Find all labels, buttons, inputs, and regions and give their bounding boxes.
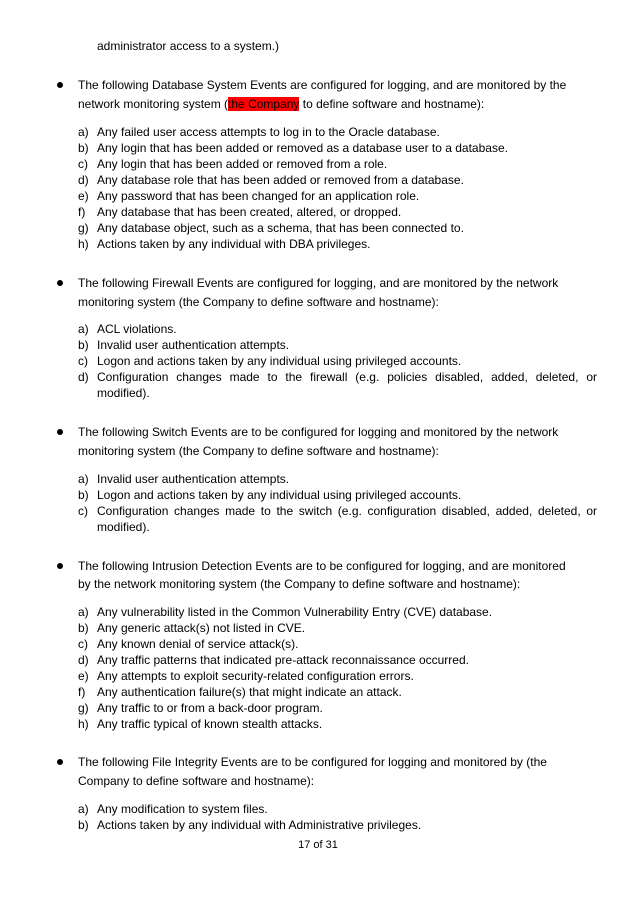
list-item: Logon and actions taken by any individual using privileged accounts. — [97, 488, 462, 502]
item-letter: b) — [78, 621, 89, 635]
item-letter: c) — [78, 504, 88, 518]
item-letter: e) — [78, 669, 89, 683]
bullet-icon — [57, 563, 63, 569]
list-item: Configuration changes made to the firewall (e.g. policies disabled, added, deleted, or — [97, 370, 597, 384]
item-letter: f) — [78, 205, 86, 219]
bullet-icon — [57, 429, 63, 435]
list-item: Any login that has been added or removed from a role. — [97, 157, 388, 171]
list-item: Any database object, such as a schema, that has been connected to. — [97, 221, 464, 235]
item-letter: b) — [78, 818, 89, 832]
list-item-continuation: modified). — [97, 386, 150, 400]
item-letter: d) — [78, 653, 89, 667]
item-letter: a) — [78, 322, 89, 336]
item-letter: a) — [78, 802, 89, 816]
item-letter: h) — [78, 237, 89, 251]
item-letter: d) — [78, 173, 89, 187]
lead-pre: network monitoring system ( — [78, 97, 229, 111]
item-letter: g) — [78, 701, 89, 715]
list-item: Any modification to system files. — [97, 802, 268, 816]
list-item-continuation: modified). — [97, 520, 150, 534]
list-item: Any authentication failure(s) that might indicate an attack. — [97, 685, 402, 699]
item-letter: b) — [78, 141, 89, 155]
item-letter: h) — [78, 717, 89, 731]
list-item: Any attempts to exploit security-related configuration errors. — [97, 669, 414, 683]
item-letter: b) — [78, 488, 89, 502]
bullet-icon — [57, 280, 63, 286]
highlighted-text: the Company — [228, 97, 300, 111]
item-letter: f) — [78, 685, 86, 699]
list-item: Any database that has been created, altered, or dropped. — [97, 205, 402, 219]
section-lead-line2: Company to define software and hostname): — [78, 774, 315, 788]
item-letter: e) — [78, 189, 89, 203]
item-letter: c) — [78, 637, 88, 651]
item-letter: d) — [78, 370, 89, 384]
item-letter: g) — [78, 221, 89, 235]
list-item: ACL violations. — [97, 322, 177, 336]
list-item: Any vulnerability listed in the Common Vulnerability Entry (CVE) database. — [97, 605, 493, 619]
list-item: Configuration changes made to the switch (e.g. configuration disabled, added, deleted, or — [97, 504, 597, 518]
list-item: Logon and actions taken by any individual using privileged accounts. — [97, 354, 462, 368]
section-lead-line1: The following Intrusion Detection Events are to be configured for logging, and are monitored — [78, 559, 566, 573]
list-item: Actions taken by any individual with DBA privileges. — [97, 237, 371, 251]
list-item: Any known denial of service attack(s). — [97, 637, 299, 651]
list-item: Any database role that has been added or removed from a database. — [97, 173, 464, 187]
item-letter: b) — [78, 338, 89, 352]
section-lead-line1: The following Database System Events are configured for logging, and are monitored by the — [78, 78, 567, 92]
item-letter: a) — [78, 125, 89, 139]
list-item: Invalid user authentication attempts. — [97, 472, 290, 486]
item-letter: a) — [78, 472, 89, 486]
list-item: Any password that has been changed for an application role. — [97, 189, 420, 203]
list-item: Any login that has been added or removed as a database user to a database. — [97, 141, 508, 155]
list-item: Any generic attack(s) not listed in CVE. — [97, 621, 306, 635]
list-item: Any traffic to or from a back-door program. — [97, 701, 323, 715]
list-item: Invalid user authentication attempts. — [97, 338, 290, 352]
list-item: Any failed user access attempts to log in to the Oracle database. — [97, 125, 440, 139]
list-item: Actions taken by any individual with Administrative privileges. — [97, 818, 422, 832]
section-lead-line2: monitoring system (the Company to define software and hostname): — [78, 444, 439, 458]
section-lead-line1: The following File Integrity Events are to be configured for logging and monitored by (the — [78, 755, 547, 769]
list-item: Any traffic patterns that indicated pre-attack reconnaissance occurred. — [97, 653, 469, 667]
bullet-icon — [57, 82, 63, 88]
bullet-icon — [57, 759, 63, 765]
section-lead-line1: The following Switch Events are to be configured for logging and monitored by the network — [78, 425, 559, 439]
section-lead-line2: by the network monitoring system (the Company to define software and hostname): — [78, 577, 521, 591]
page-number: 17 of 31 — [298, 839, 338, 851]
section-lead-line2 — [78, 96, 484, 112]
section-lead-line2: monitoring system (the Company to define software and hostname): — [78, 295, 439, 309]
lead-post: to define software and hostname): — [299, 97, 485, 111]
section-lead-line1: The following Firewall Events are configured for logging, and are monitored by the network — [78, 276, 559, 290]
list-item: Any traffic typical of known stealth attacks. — [97, 717, 323, 731]
intro-line: administrator access to a system.) — [97, 39, 280, 53]
item-letter: c) — [78, 354, 88, 368]
item-letter: c) — [78, 157, 88, 171]
item-letter: a) — [78, 605, 89, 619]
